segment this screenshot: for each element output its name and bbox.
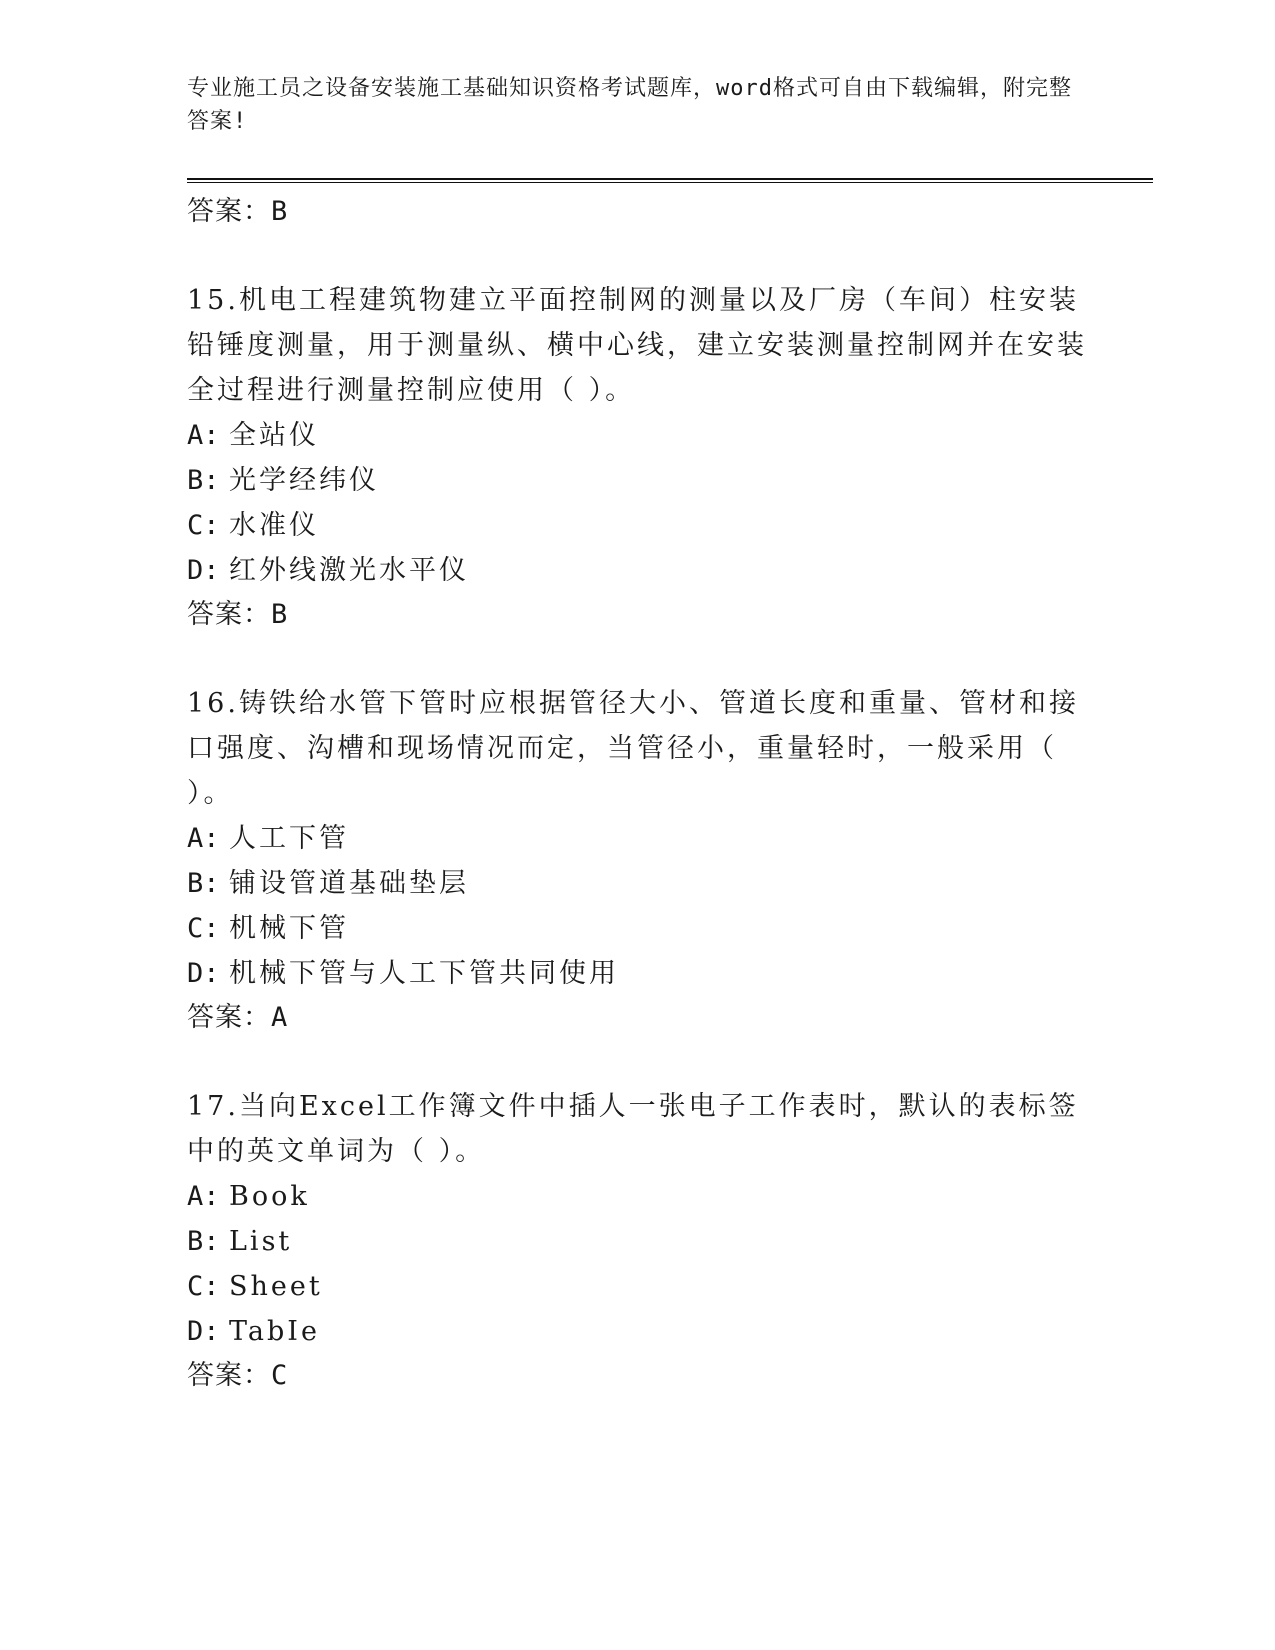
answer-value: A bbox=[271, 1002, 289, 1033]
option-a bbox=[187, 1174, 1087, 1219]
option-c bbox=[187, 906, 1087, 951]
question-answer bbox=[187, 593, 1087, 637]
option-key: B: bbox=[187, 868, 220, 899]
option-c bbox=[187, 503, 1087, 548]
answer-label: 答案： bbox=[187, 1360, 271, 1391]
question-16 bbox=[187, 681, 1087, 1040]
answer-value: C bbox=[271, 1360, 289, 1391]
option-key: A: bbox=[187, 420, 220, 451]
question-stem: 15.机电工程建筑物建立平面控制网的测量以及厂房（车间）柱安装铅锤度测量，用于测量纵、横中心线，建立安装测量控制网并在安装全过程进行测量控制应使用（ ）。 bbox=[187, 285, 1087, 406]
option-c bbox=[187, 1264, 1087, 1309]
option-text: 全站仪 bbox=[229, 420, 319, 451]
option-d bbox=[187, 1309, 1087, 1354]
question-stem: 17.当向Excel工作簿文件中插人一张电子工作表时，默认的表标签中的英文单词为（ ）。 bbox=[187, 1091, 1079, 1167]
option-d bbox=[187, 951, 1087, 996]
question-17 bbox=[187, 1084, 1087, 1398]
answer-value: B bbox=[271, 599, 289, 630]
option-key: C: bbox=[187, 913, 220, 944]
option-b bbox=[187, 458, 1087, 503]
option-key: C: bbox=[187, 1271, 220, 1302]
answer-value: B bbox=[271, 196, 289, 227]
option-key: D: bbox=[187, 958, 220, 989]
answer-label: 答案： bbox=[187, 1002, 271, 1033]
document-header: 专业施工员之设备安装施工基础知识资格考试题库，word格式可自由下载编辑，附完整答案! bbox=[187, 76, 1072, 134]
option-key: B: bbox=[187, 465, 220, 496]
option-key: C: bbox=[187, 510, 220, 541]
option-text: TabIe bbox=[229, 1316, 320, 1347]
question-answer bbox=[187, 996, 1087, 1040]
option-text: 光学经纬仪 bbox=[229, 465, 379, 496]
option-b bbox=[187, 861, 1087, 906]
option-key: A: bbox=[187, 1181, 220, 1212]
question-15 bbox=[187, 278, 1087, 637]
answer-label: 答案： bbox=[187, 196, 271, 227]
question-answer bbox=[187, 1354, 1087, 1398]
option-d bbox=[187, 548, 1087, 593]
option-text: 人工下管 bbox=[229, 823, 349, 854]
answer-label: 答案： bbox=[187, 599, 271, 630]
option-text: 机械下管与人工下管共同使用 bbox=[229, 958, 619, 989]
option-key: B: bbox=[187, 1226, 220, 1257]
option-key: D: bbox=[187, 1316, 220, 1347]
option-b bbox=[187, 1219, 1087, 1264]
option-text: Sheet bbox=[229, 1271, 323, 1302]
option-text: List bbox=[229, 1226, 293, 1257]
previous-answer bbox=[187, 190, 1087, 234]
header-divider-thick bbox=[187, 178, 1153, 180]
question-stem: 16.铸铁给水管下管时应根据管径大小、管道长度和重量、管材和接口强度、沟槽和现场情况而定，当管径小，重量轻时，一般采用（ ）。 bbox=[187, 688, 1079, 809]
option-text: 水准仪 bbox=[229, 510, 319, 541]
option-text: 红外线激光水平仪 bbox=[229, 555, 469, 586]
option-key: A: bbox=[187, 823, 220, 854]
document-body bbox=[187, 190, 1087, 1398]
option-key: D: bbox=[187, 555, 220, 586]
option-a bbox=[187, 816, 1087, 861]
option-text: 机械下管 bbox=[229, 913, 349, 944]
option-text: Book bbox=[229, 1181, 310, 1212]
option-text: 铺设管道基础垫层 bbox=[229, 868, 469, 899]
option-a bbox=[187, 413, 1087, 458]
header-divider-thin bbox=[187, 182, 1153, 183]
